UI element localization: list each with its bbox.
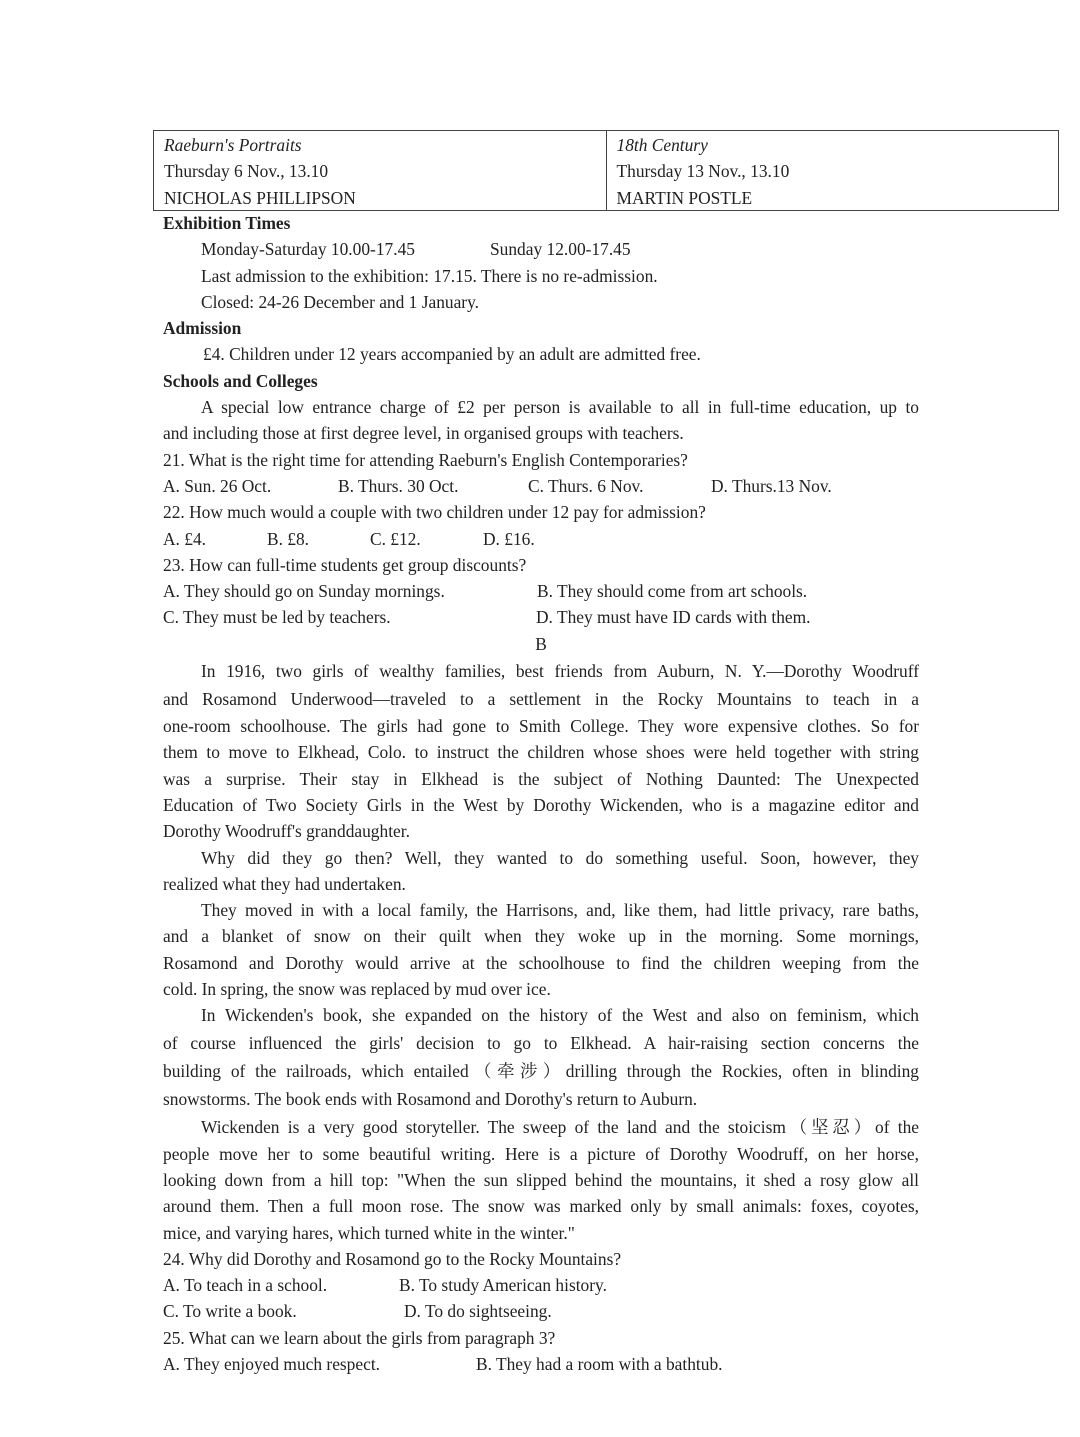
schools-text-line1: A special low entrance charge of £2 per person is available to all in full-time education, up to: [201, 397, 919, 418]
article-p4-line: building of the railroads, which entailed（牵涉）drilling through the Rockies, often in blinding: [163, 1060, 919, 1081]
q24-options-row2: [163, 1298, 919, 1324]
q23-options-row2: [163, 604, 919, 630]
q23-options-row1: [163, 578, 919, 604]
article-p1-line: Education of Two Society Girls in the West by Dorothy Wickenden, who is a magazine editor and: [163, 794, 919, 815]
q24-option-d: D. To do sightseeing.: [404, 1301, 552, 1322]
article-p4-line: In Wickenden's book, she expanded on the history of the West and also on feminism, which: [201, 1005, 919, 1026]
q22-option-d: D. £16.: [483, 528, 535, 549]
q24-option-b: B. To study American history.: [399, 1275, 607, 1296]
sunday-hours: Sunday 12.00-17.45: [489, 239, 631, 260]
q24-option-c: C. To write a book.: [163, 1301, 297, 1322]
q22-options: [163, 526, 919, 552]
talks-table: [153, 130, 1059, 211]
q22-option-c: C. £12.: [370, 528, 421, 549]
talk-speaker: NICHOLAS PHILLIPSON: [164, 187, 356, 208]
article-p3-line: Rosamond and Dorothy would arrive at the schoolhouse to find the children weeping from the: [163, 952, 919, 973]
article-p4-line: of course influenced the girls' decision to go to Elkhead. A hair-raising section concerns the: [163, 1032, 919, 1053]
talk-cell-1: [154, 131, 606, 210]
q24-options-row1: [163, 1272, 919, 1298]
talk-title: 18th Century: [616, 135, 708, 155]
section-b-heading: B: [535, 633, 547, 654]
article-p3-line: and a blanket of snow on their quilt when they woke up in the morning. Some mornings,: [163, 926, 919, 947]
article: [163, 657, 919, 1246]
q21-option-b: B. Thurs. 30 Oct.: [338, 475, 459, 496]
exhibition-hours: [163, 236, 919, 262]
q21-question: 21. What is the right time for attending Raeburn's English Contemporaries?: [163, 449, 688, 470]
q21-option-d: D. Thurs.13 Nov.: [711, 475, 832, 496]
article-p5-line: people move her to some beautiful writing. Here is a picture of Dorothy Woodruff, on her horse,: [163, 1143, 919, 1164]
article-p2-line: Why did they go then? Well, they wanted to do something useful. Soon, however, they: [201, 847, 919, 868]
talk-title: Raeburn's Portraits: [164, 135, 302, 155]
schools-heading: Schools and Colleges: [163, 370, 318, 391]
schools-text-line2: and including those at first degree level, in organised groups with teachers.: [163, 423, 684, 444]
article-p5-line: mice, and varying hares, which turned white in the winter.": [163, 1222, 575, 1243]
last-admission: Last admission to the exhibition: 17.15. There is no re-admission.: [201, 265, 658, 286]
talk-date: Thursday 13 Nov., 13.10: [616, 161, 790, 182]
article-p5-line: Wickenden is a very good storyteller. The sweep of the land and the stoicism（坚忍）of the: [201, 1116, 919, 1137]
q25-option-a: A. They enjoyed much respect.: [163, 1353, 380, 1374]
weekday-hours: Monday-Saturday 10.00-17.45: [201, 239, 415, 260]
article-p1-line: Dorothy Woodruff's granddaughter.: [163, 821, 410, 842]
q24-question: 24. Why did Dorothy and Rosamond go to the Rocky Mountains?: [163, 1248, 622, 1269]
exhibition-heading: Exhibition Times: [163, 213, 291, 233]
q25-question: 25. What can we learn about the girls from paragraph 3?: [163, 1327, 556, 1348]
q22-option-b: B. £8.: [267, 528, 310, 549]
admission-heading: Admission: [163, 318, 242, 339]
article-p3-line: cold. In spring, the snow was replaced by mud over ice.: [163, 979, 551, 1000]
q25-options-row1: [163, 1351, 919, 1377]
article-p1-line: was a surprise. Their stay in Elkhead is the subject of Nothing Daunted: The Unexpected: [163, 768, 919, 789]
q23-option-b: B. They should come from art schools.: [537, 581, 808, 602]
q23-question: 23. How can full-time students get group discounts?: [163, 554, 527, 575]
talk-speaker: MARTIN POSTLE: [616, 187, 753, 208]
q23-option-a: A. They should go on Sunday mornings.: [163, 581, 445, 602]
article-p1-line: In 1916, two girls of wealthy families, best friends from Auburn, N. Y.—Dorothy Woodruff: [201, 661, 919, 682]
closed-dates: Closed: 24-26 December and 1 January.: [201, 291, 480, 312]
q22-question: 22. How much would a couple with two children under 12 pay for admission?: [163, 502, 706, 523]
article-p2-line: realized what they had undertaken.: [163, 873, 406, 894]
q21-option-c: C. Thurs. 6 Nov.: [528, 475, 644, 496]
q23-option-c: C. They must be led by teachers.: [163, 607, 391, 628]
q21-option-a: A. Sun. 26 Oct.: [163, 475, 272, 496]
article-p1-line: them to move to Elkhead, Colo. to instruct the children whose shoes were held together with string: [163, 742, 919, 763]
article-p3-line: They moved in with a local family, the Harrisons, and, like them, had little privacy, rare baths,: [201, 900, 919, 921]
talk-cell-2: [606, 131, 1059, 210]
document-content: [163, 210, 919, 1377]
article-p4-line: snowstorms. The book ends with Rosamond and Dorothy's return to Auburn.: [163, 1088, 698, 1109]
q24-option-a: A. To teach in a school.: [163, 1275, 328, 1296]
q22-option-a: A. £4.: [163, 528, 206, 549]
admission-text: £4. Children under 12 years accompanied by an adult are admitted free.: [203, 344, 701, 365]
q23-option-d: D. They must have ID cards with them.: [536, 607, 811, 628]
article-p1-line: and Rosamond Underwood—traveled to a settlement in the Rocky Mountains to teach in a: [163, 689, 919, 710]
article-p5-line: looking down from a hill top: "When the sun slipped behind the mountains, it shed a rosy glow all: [163, 1169, 919, 1190]
article-p1-line: one-room schoolhouse. The girls had gone to Smith College. They wore expensive clothes. So for: [163, 716, 919, 737]
article-p5-line: around them. Then a full moon rose. The snow was marked only by small animals: foxes, coyotes,: [163, 1196, 919, 1217]
q25-option-b: B. They had a room with a bathtub.: [476, 1353, 723, 1374]
talk-date: Thursday 6 Nov., 13.10: [164, 161, 329, 182]
q21-options: [163, 473, 919, 499]
